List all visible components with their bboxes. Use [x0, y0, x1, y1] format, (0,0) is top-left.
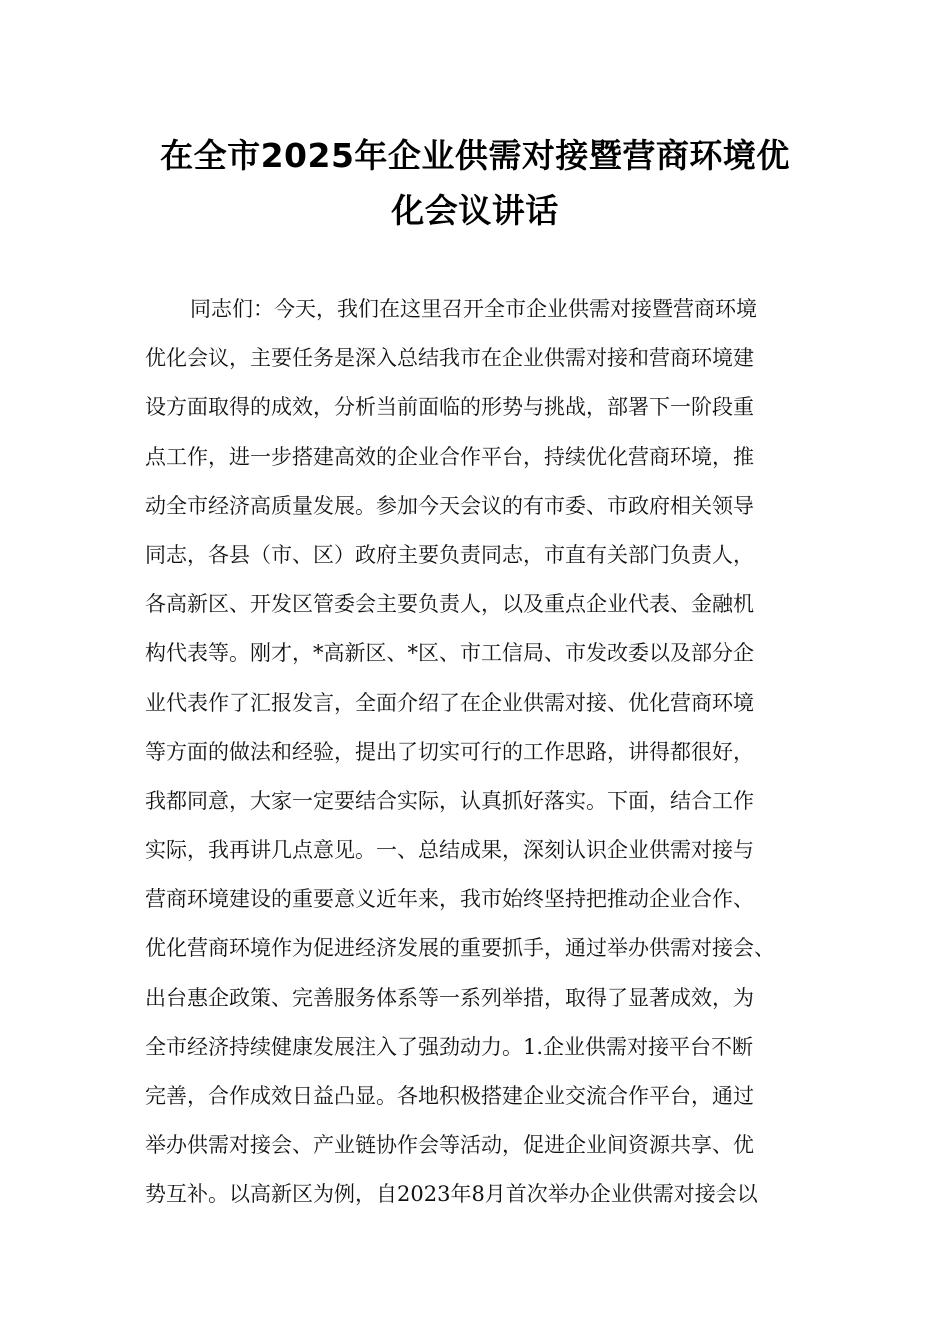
body-line: 全市经济持续健康发展注入了强劲动力。1.企业供需对接平台不断: [145, 1034, 754, 1059]
body-line: 出台惠企政策、完善服务体系等一系列举措，取得了显著成效，为: [145, 985, 754, 1010]
body-line: 举办供需对接会、产业链协作会等活动，促进企业间资源共享、优: [145, 1133, 754, 1158]
body-line: 各高新区、开发区管委会主要负责人，以及重点企业代表、金融机: [145, 592, 754, 617]
body-line: 完善，合作成效日益凸显。各地积极搭建企业交流合作平台，通过: [145, 1084, 754, 1108]
title-line-1: 在全市2025年企业供需对接暨营商环境优: [160, 136, 790, 175]
body-line: 等方面的做法和经验，提出了切实可行的工作思路，讲得都很好，: [145, 739, 754, 764]
document-title: [145, 128, 805, 238]
body-line: 同志们：今天，我们在这里召开全市企业供需对接暨营商环境: [190, 297, 757, 321]
body-line: 势互补。以高新区为例，自2023年8月首次举办企业供需对接会以: [145, 1182, 758, 1207]
body-line: 我都同意，大家一定要结合实际，认真抓好落实。下面，结合工作: [145, 788, 754, 813]
body-line: 业代表作了汇报发言，全面介绍了在企业供需对接、优化营商环境: [145, 690, 754, 715]
body-line: 优化营商环境作为促进经济发展的重要抓手，通过举办供需对接会、: [145, 936, 775, 961]
body-line: 动全市经济高质量发展。参加今天会议的有市委、市政府相关领导: [145, 493, 754, 518]
body-line: 营商环境建设的重要意义近年来，我市始终坚持把推动企业合作、: [145, 887, 754, 912]
document-body: [145, 285, 845, 1220]
title-line-2: 化会议讲话: [391, 191, 559, 230]
body-line: 实际，我再讲几点意见。一、总结成果，深刻认识企业供需对接与: [145, 838, 754, 863]
body-line: 优化会议，主要任务是深入总结我市在企业供需对接和营商环境建: [145, 346, 754, 371]
body-line: 构代表等。刚才，*高新区、*区、市工信局、市发改委以及部分企: [145, 641, 754, 666]
body-line: 同志，各县（市、区）政府主要负责同志，市直有关部门负责人，: [145, 542, 754, 567]
body-line: 点工作，进一步搭建高效的企业合作平台，持续优化营商环境，推: [145, 444, 754, 469]
body-line: 设方面取得的成效，分析当前面临的形势与挑战，部署下一阶段重: [145, 395, 754, 420]
